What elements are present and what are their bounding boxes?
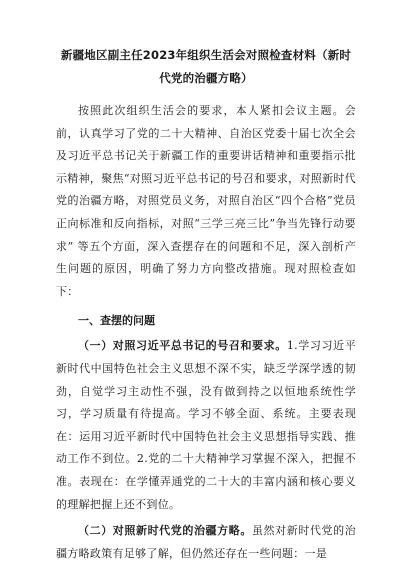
document-title: 新疆地区副主任2023年组织生活会对照检查材料（新时代党的治疆方略） — [60, 48, 352, 85]
section-heading-problems: 一、查摆的问题 — [78, 314, 155, 328]
intro-paragraph: 按照此次组织生活会的要求，本人紧扣会议主题。会前，认真学习了党的二十大精神、自治区党委十届七次全会及习近平总书记关于新疆工作的重要讲话精神和重要指示批示精神，聚焦“对照习近平总书记的号召和要求，对照新时代党的治疆方略，对照党员义务，对照自治区“四个合格”党员正向标准和反向指标，对照“三学三亮三比”争当先锋行动要求” 等五个方面，深入查摆存在的问题和不足，深入剖析产生问题的原因，明确了努力方向整改措施。现对照检查如下： — [56, 104, 356, 298]
sub-section-1 — [56, 335, 356, 516]
sub-section-1-body: 1.学习习近平新时代中国特色社会主义思想不深不实，缺乏学深学透的韧劲，自觉学习主动性不强，没有做到持之以恒地系统性学习，学习质量有待提高。学习不够全面、系统。主要表现在：运用习近平新时代中国特色社会主义思想指导实践、推动工作不到位。2.党的二十大精神学习掌握不深入，把握不准。表现在：在学懂弄通党的二十大的丰富内涵和核心要义的理解把握上还不到位。 — [56, 339, 356, 511]
sub-section-2-heading: （二）对照新时代党的治疆方略。 — [78, 524, 252, 538]
sub-section-1-heading: （一）对照习近平总书记的号召和要求。 — [78, 339, 287, 353]
sub-section-2 — [56, 520, 356, 565]
sub-section-2-body: 虽然对新时代党的治疆方略政策有足够了解，但仍然还存在一些问题：一是 — [56, 524, 357, 560]
